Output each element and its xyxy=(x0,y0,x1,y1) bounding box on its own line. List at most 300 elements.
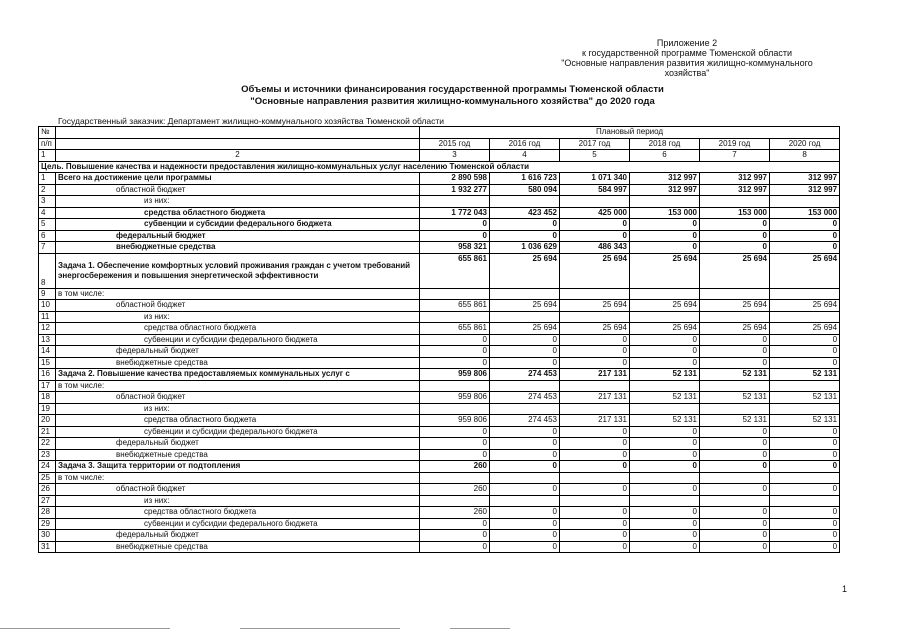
value-cell: 0 xyxy=(770,426,840,438)
row-label: средства областного бюджета xyxy=(56,323,420,335)
value-cell: 0 xyxy=(700,334,770,346)
table-row xyxy=(39,507,840,519)
column-number: 8 xyxy=(770,150,840,162)
value-cell: 1 036 629 xyxy=(490,242,560,254)
row-label: областной бюджет xyxy=(56,300,420,312)
value-cell: 274 453 xyxy=(490,369,560,381)
row-number: 19 xyxy=(39,403,56,415)
value-cell: 0 xyxy=(770,541,840,553)
value-cell: 25 694 xyxy=(490,253,560,288)
value-cell: 260 xyxy=(420,461,490,473)
value-cell xyxy=(420,472,490,484)
value-cell xyxy=(770,380,840,392)
header-no: № xyxy=(39,127,56,139)
row-number: 30 xyxy=(39,530,56,542)
value-cell: 312 997 xyxy=(700,173,770,185)
table-row xyxy=(39,196,840,208)
table-row xyxy=(39,518,840,530)
value-cell: 0 xyxy=(420,438,490,450)
value-cell xyxy=(560,403,630,415)
row-number: 18 xyxy=(39,392,56,404)
value-cell: 0 xyxy=(560,230,630,242)
row-label: федеральный бюджет xyxy=(56,438,420,450)
value-cell xyxy=(630,495,700,507)
row-number: 12 xyxy=(39,323,56,335)
value-cell: 0 xyxy=(700,484,770,496)
row-label: средства областного бюджета xyxy=(56,507,420,519)
column-number: 1 xyxy=(39,150,56,162)
value-cell: 580 094 xyxy=(490,184,560,196)
value-cell: 0 xyxy=(490,507,560,519)
value-cell: 0 xyxy=(770,230,840,242)
row-number: 17 xyxy=(39,380,56,392)
value-cell xyxy=(560,196,630,208)
table-row xyxy=(39,484,840,496)
value-cell: 52 131 xyxy=(630,369,700,381)
value-cell: 25 694 xyxy=(490,300,560,312)
value-cell: 153 000 xyxy=(700,207,770,219)
row-number: 7 xyxy=(39,242,56,254)
column-number: 4 xyxy=(490,150,560,162)
row-number: 25 xyxy=(39,472,56,484)
value-cell xyxy=(770,472,840,484)
value-cell: 0 xyxy=(770,449,840,461)
table-row xyxy=(39,242,840,254)
value-cell: 584 997 xyxy=(560,184,630,196)
row-label: федеральный бюджет xyxy=(56,230,420,242)
value-cell xyxy=(560,288,630,300)
row-label: внебюджетные средства xyxy=(56,357,420,369)
value-cell: 25 694 xyxy=(630,253,700,288)
value-cell: 25 694 xyxy=(560,253,630,288)
row-number: 3 xyxy=(39,196,56,208)
row-number: 8 xyxy=(39,253,56,288)
row-number: 20 xyxy=(39,415,56,427)
row-label: в том числе: xyxy=(56,380,420,392)
table-row xyxy=(39,253,840,288)
row-label: внебюджетные средства xyxy=(56,541,420,553)
value-cell xyxy=(490,311,560,323)
value-cell xyxy=(560,495,630,507)
table-row xyxy=(39,426,840,438)
value-cell: 0 xyxy=(490,357,560,369)
table-row xyxy=(39,207,840,219)
header-year: 2018 год xyxy=(630,138,700,150)
value-cell xyxy=(490,472,560,484)
row-label: Задача 1. Обеспечение комфортных условий проживания граждан с учетом требований энергосбережения и повышения энергетической эффективности xyxy=(56,253,420,288)
row-number: 31 xyxy=(39,541,56,553)
value-cell: 25 694 xyxy=(770,253,840,288)
value-cell: 0 xyxy=(700,507,770,519)
row-number: 4 xyxy=(39,207,56,219)
value-cell: 0 xyxy=(630,346,700,358)
value-cell xyxy=(630,403,700,415)
appendix-line: "Основные направления развития жилищно-коммунального xyxy=(561,58,813,68)
value-cell: 0 xyxy=(770,346,840,358)
row-number: 29 xyxy=(39,518,56,530)
value-cell xyxy=(700,311,770,323)
value-cell xyxy=(420,495,490,507)
value-cell: 52 131 xyxy=(770,415,840,427)
value-cell: 0 xyxy=(420,357,490,369)
value-cell: 0 xyxy=(490,426,560,438)
value-cell xyxy=(700,495,770,507)
row-label: средства областного бюджета xyxy=(56,207,420,219)
table-row xyxy=(39,495,840,507)
value-cell: 274 453 xyxy=(490,392,560,404)
value-cell: 0 xyxy=(560,507,630,519)
value-cell: 0 xyxy=(560,541,630,553)
value-cell: 153 000 xyxy=(630,207,700,219)
value-cell: 0 xyxy=(700,461,770,473)
row-number: 15 xyxy=(39,357,56,369)
value-cell: 423 452 xyxy=(490,207,560,219)
row-label: субвенции и субсидии федерального бюджета xyxy=(56,426,420,438)
value-cell: 0 xyxy=(700,230,770,242)
value-cell: 0 xyxy=(420,230,490,242)
table-row xyxy=(39,288,840,300)
value-cell: 0 xyxy=(630,484,700,496)
value-cell: 0 xyxy=(630,518,700,530)
value-cell: 0 xyxy=(770,530,840,542)
value-cell xyxy=(770,196,840,208)
value-cell xyxy=(630,472,700,484)
table-row xyxy=(39,472,840,484)
header-year: 2020 год xyxy=(770,138,840,150)
header-blank xyxy=(56,138,420,150)
value-cell: 260 xyxy=(420,507,490,519)
table-row xyxy=(39,415,840,427)
value-cell: 0 xyxy=(630,219,700,231)
state-customer: Государственный заказчик: Департамент жилищно-коммунального хозяйства Тюменской области xyxy=(58,116,445,126)
row-number: 23 xyxy=(39,449,56,461)
value-cell: 0 xyxy=(420,334,490,346)
value-cell: 0 xyxy=(560,449,630,461)
value-cell: 0 xyxy=(420,449,490,461)
header-years-row xyxy=(39,138,840,150)
value-cell: 0 xyxy=(560,346,630,358)
row-label: из них: xyxy=(56,495,420,507)
row-number: 14 xyxy=(39,346,56,358)
row-label: внебюджетные средства xyxy=(56,449,420,461)
value-cell: 0 xyxy=(490,438,560,450)
value-cell xyxy=(490,403,560,415)
value-cell xyxy=(700,196,770,208)
row-label: из них: xyxy=(56,403,420,415)
value-cell: 0 xyxy=(560,530,630,542)
value-cell: 0 xyxy=(490,230,560,242)
value-cell: 0 xyxy=(700,530,770,542)
value-cell xyxy=(420,380,490,392)
row-label: средства областного бюджета xyxy=(56,415,420,427)
header-year: 2019 год xyxy=(700,138,770,150)
value-cell: 153 000 xyxy=(770,207,840,219)
value-cell: 0 xyxy=(630,334,700,346)
value-cell: 0 xyxy=(490,518,560,530)
value-cell xyxy=(490,196,560,208)
row-number: 21 xyxy=(39,426,56,438)
row-number: 27 xyxy=(39,495,56,507)
value-cell xyxy=(770,403,840,415)
value-cell: 25 694 xyxy=(770,323,840,335)
value-cell: 0 xyxy=(770,518,840,530)
row-label: в том числе: xyxy=(56,288,420,300)
footer-rule xyxy=(240,628,400,629)
value-cell: 1 071 340 xyxy=(560,173,630,185)
value-cell: 0 xyxy=(700,426,770,438)
appendix-line: к государственной программе Тюменской области xyxy=(582,48,792,58)
value-cell: 959 806 xyxy=(420,369,490,381)
value-cell xyxy=(420,403,490,415)
value-cell xyxy=(630,288,700,300)
value-cell: 959 806 xyxy=(420,415,490,427)
table-row xyxy=(39,357,840,369)
value-cell xyxy=(630,380,700,392)
row-number: 10 xyxy=(39,300,56,312)
table-row xyxy=(39,334,840,346)
page-number: 1 xyxy=(841,584,847,594)
table-row xyxy=(39,173,840,185)
row-number: 9 xyxy=(39,288,56,300)
document-title xyxy=(0,84,905,108)
value-cell: 0 xyxy=(490,219,560,231)
header-np: п/п xyxy=(39,138,56,150)
value-cell: 25 694 xyxy=(700,323,770,335)
value-cell: 52 131 xyxy=(700,392,770,404)
goal-text: Цель. Повышение качества и надежности предоставления жилищно-коммунальных услуг населению Тюменской области xyxy=(39,161,840,173)
value-cell: 52 131 xyxy=(700,369,770,381)
row-label: из них: xyxy=(56,311,420,323)
row-label: из них: xyxy=(56,196,420,208)
column-number: 7 xyxy=(700,150,770,162)
value-cell: 0 xyxy=(560,484,630,496)
value-cell: 0 xyxy=(770,242,840,254)
footer-rule xyxy=(450,628,510,629)
row-label: субвенции и субсидии федерального бюджета xyxy=(56,334,420,346)
table-row xyxy=(39,461,840,473)
table-row xyxy=(39,449,840,461)
row-number: 13 xyxy=(39,334,56,346)
value-cell: 260 xyxy=(420,484,490,496)
value-cell: 0 xyxy=(700,357,770,369)
appendix-note xyxy=(537,38,837,78)
value-cell: 0 xyxy=(560,357,630,369)
value-cell xyxy=(700,403,770,415)
title-line: "Основные направления развития жилищно-коммунального хозяйства" до 2020 года xyxy=(250,96,655,107)
value-cell xyxy=(420,196,490,208)
row-label: Задача 2. Повышение качества предоставляемых коммунальных услуг с xyxy=(56,369,420,381)
value-cell: 2 890 598 xyxy=(420,173,490,185)
value-cell: 0 xyxy=(490,530,560,542)
value-cell xyxy=(490,288,560,300)
value-cell: 0 xyxy=(630,357,700,369)
value-cell: 0 xyxy=(700,242,770,254)
value-cell: 25 694 xyxy=(770,300,840,312)
table-row xyxy=(39,438,840,450)
value-cell: 0 xyxy=(630,541,700,553)
value-cell: 312 997 xyxy=(770,173,840,185)
row-label: Всего на достижение цели программы xyxy=(56,173,420,185)
value-cell: 52 131 xyxy=(700,415,770,427)
value-cell: 0 xyxy=(490,461,560,473)
table-row xyxy=(39,541,840,553)
table-row xyxy=(39,219,840,231)
row-label: областной бюджет xyxy=(56,392,420,404)
table-row xyxy=(39,369,840,381)
value-cell: 0 xyxy=(420,518,490,530)
value-cell: 0 xyxy=(560,426,630,438)
value-cell: 52 131 xyxy=(630,392,700,404)
value-cell: 0 xyxy=(630,530,700,542)
table-row xyxy=(39,311,840,323)
value-cell: 958 321 xyxy=(420,242,490,254)
value-cell: 0 xyxy=(770,334,840,346)
value-cell: 217 131 xyxy=(560,415,630,427)
value-cell xyxy=(490,495,560,507)
row-number: 5 xyxy=(39,219,56,231)
value-cell: 425 000 xyxy=(560,207,630,219)
value-cell: 1 772 043 xyxy=(420,207,490,219)
value-cell xyxy=(420,288,490,300)
value-cell xyxy=(630,311,700,323)
value-cell: 312 997 xyxy=(630,173,700,185)
value-cell: 52 131 xyxy=(630,415,700,427)
value-cell: 0 xyxy=(560,219,630,231)
row-number: 11 xyxy=(39,311,56,323)
financing-table xyxy=(38,126,840,553)
column-number: 6 xyxy=(630,150,700,162)
value-cell: 312 997 xyxy=(770,184,840,196)
row-label: федеральный бюджет xyxy=(56,530,420,542)
column-number: 3 xyxy=(420,150,490,162)
row-number: 16 xyxy=(39,369,56,381)
header-year: 2017 год xyxy=(560,138,630,150)
header-blank xyxy=(56,127,420,139)
value-cell xyxy=(700,288,770,300)
value-cell: 959 806 xyxy=(420,392,490,404)
value-cell: 0 xyxy=(490,346,560,358)
value-cell: 0 xyxy=(490,449,560,461)
value-cell: 0 xyxy=(700,346,770,358)
row-number: 26 xyxy=(39,484,56,496)
value-cell: 0 xyxy=(560,438,630,450)
value-cell: 0 xyxy=(630,461,700,473)
value-cell: 0 xyxy=(630,242,700,254)
appendix-line: хозяйства" xyxy=(664,68,710,78)
column-number-row xyxy=(39,150,840,162)
row-label: субвенции и субсидии федерального бюджета xyxy=(56,518,420,530)
value-cell: 25 694 xyxy=(700,300,770,312)
value-cell: 655 861 xyxy=(420,253,490,288)
value-cell: 655 861 xyxy=(420,323,490,335)
value-cell: 312 997 xyxy=(700,184,770,196)
value-cell: 0 xyxy=(490,541,560,553)
value-cell: 0 xyxy=(420,346,490,358)
row-label: областной бюджет xyxy=(56,484,420,496)
row-number: 2 xyxy=(39,184,56,196)
header-row xyxy=(39,127,840,139)
row-label: федеральный бюджет xyxy=(56,346,420,358)
value-cell: 0 xyxy=(560,334,630,346)
footer-rule xyxy=(0,628,170,629)
value-cell: 25 694 xyxy=(630,323,700,335)
value-cell: 0 xyxy=(490,484,560,496)
value-cell: 1 932 277 xyxy=(420,184,490,196)
value-cell: 0 xyxy=(700,449,770,461)
value-cell: 274 453 xyxy=(490,415,560,427)
table-row xyxy=(39,403,840,415)
value-cell: 0 xyxy=(420,530,490,542)
table-row xyxy=(39,300,840,312)
table-row xyxy=(39,184,840,196)
value-cell: 0 xyxy=(770,357,840,369)
row-number: 24 xyxy=(39,461,56,473)
value-cell: 25 694 xyxy=(700,253,770,288)
value-cell: 0 xyxy=(630,426,700,438)
value-cell: 0 xyxy=(420,426,490,438)
value-cell: 0 xyxy=(630,449,700,461)
value-cell: 0 xyxy=(420,219,490,231)
value-cell: 217 131 xyxy=(560,369,630,381)
row-number: 28 xyxy=(39,507,56,519)
value-cell: 0 xyxy=(770,219,840,231)
value-cell: 0 xyxy=(770,484,840,496)
value-cell: 0 xyxy=(770,461,840,473)
appendix-line: Приложение 2 xyxy=(656,38,718,48)
value-cell xyxy=(560,311,630,323)
value-cell: 52 131 xyxy=(770,369,840,381)
value-cell: 0 xyxy=(560,518,630,530)
value-cell xyxy=(770,288,840,300)
value-cell xyxy=(490,380,560,392)
row-number: 1 xyxy=(39,173,56,185)
value-cell: 25 694 xyxy=(630,300,700,312)
value-cell xyxy=(770,311,840,323)
value-cell xyxy=(560,380,630,392)
value-cell: 217 131 xyxy=(560,392,630,404)
value-cell: 0 xyxy=(770,507,840,519)
value-cell: 0 xyxy=(490,334,560,346)
value-cell: 0 xyxy=(630,507,700,519)
row-label: внебюджетные средства xyxy=(56,242,420,254)
value-cell xyxy=(700,472,770,484)
value-cell: 25 694 xyxy=(560,323,630,335)
value-cell: 0 xyxy=(630,438,700,450)
value-cell xyxy=(630,196,700,208)
value-cell: 0 xyxy=(630,230,700,242)
column-number: 5 xyxy=(560,150,630,162)
row-label: Задача 3. Защита территории от подтопления xyxy=(56,461,420,473)
value-cell: 0 xyxy=(700,541,770,553)
value-cell xyxy=(770,495,840,507)
header-planning: Плановый период xyxy=(420,127,840,139)
column-number: 2 xyxy=(56,150,420,162)
value-cell: 25 694 xyxy=(490,323,560,335)
goal-row xyxy=(39,161,840,173)
value-cell: 0 xyxy=(560,461,630,473)
value-cell: 486 343 xyxy=(560,242,630,254)
value-cell: 655 861 xyxy=(420,300,490,312)
value-cell: 312 997 xyxy=(630,184,700,196)
value-cell: 25 694 xyxy=(560,300,630,312)
row-label: субвенции и субсидии федерального бюджета xyxy=(56,219,420,231)
table-row xyxy=(39,380,840,392)
value-cell: 1 616 723 xyxy=(490,173,560,185)
value-cell: 0 xyxy=(770,438,840,450)
header-year: 2016 год xyxy=(490,138,560,150)
row-number: 22 xyxy=(39,438,56,450)
table-row xyxy=(39,530,840,542)
